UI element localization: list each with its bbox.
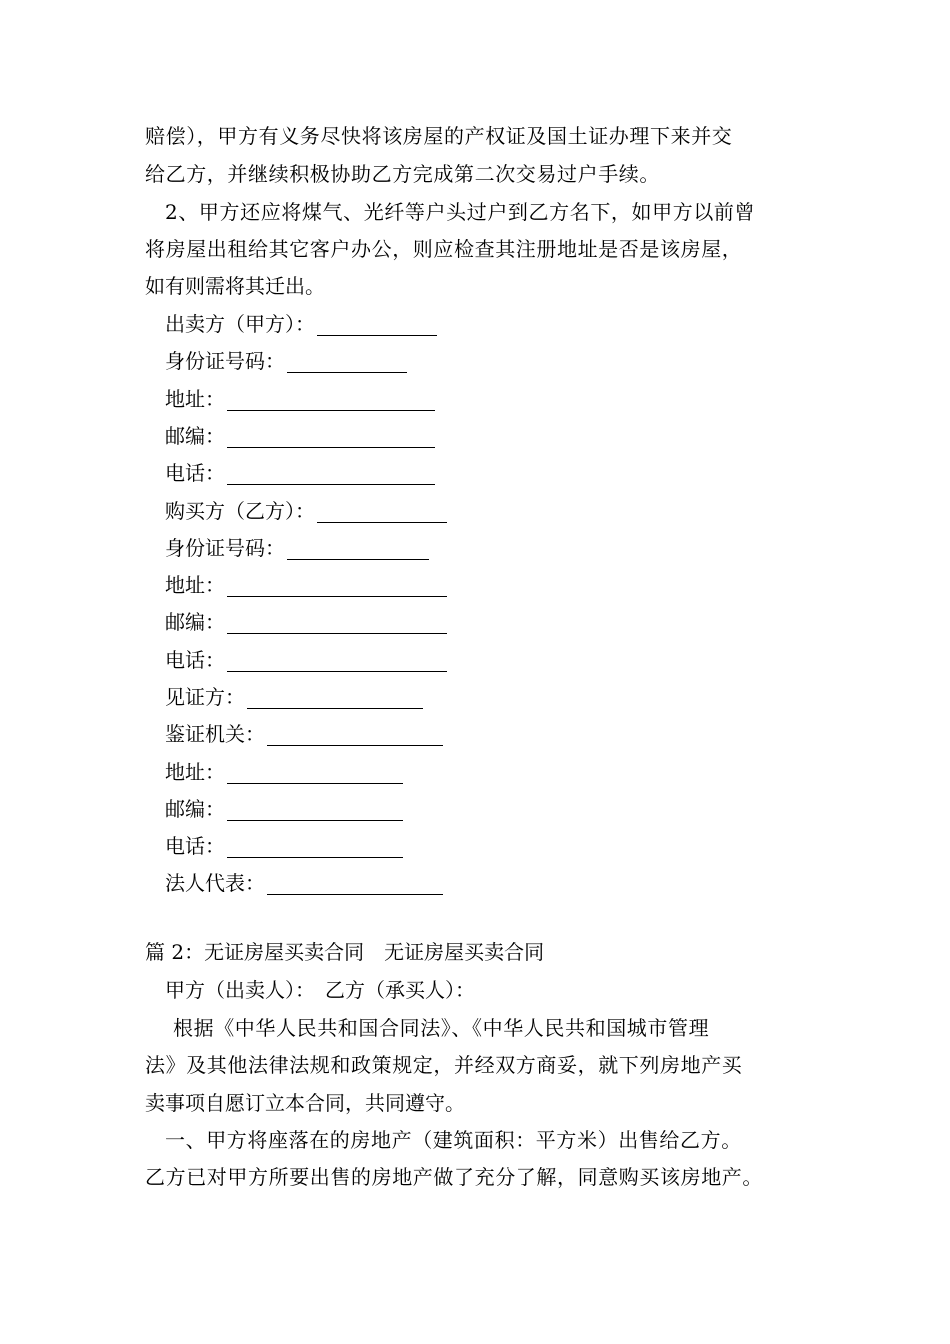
parties-line: 甲方（出卖人）： 乙方（承买人）：	[165, 978, 475, 1002]
field-label: 邮编：	[165, 797, 225, 821]
paragraph-line: 如有则需将其迁出。	[145, 274, 325, 298]
blank-line	[227, 837, 403, 858]
authority-address-field	[165, 760, 845, 784]
authority-phone-field	[165, 834, 845, 858]
blank-line	[287, 352, 407, 373]
field-label: 电话：	[165, 648, 225, 672]
paragraph-line: 卖事项自愿订立本合同，共同遵守。	[145, 1091, 465, 1115]
seller-phone-field	[165, 461, 845, 485]
field-label: 邮编：	[165, 610, 225, 634]
buyer-phone-field	[165, 648, 845, 672]
field-label: 身份证号码：	[165, 349, 285, 373]
paragraph-line: 赔偿），甲方有义务尽快将该房屋的产权证及国土证办理下来并交	[145, 124, 733, 148]
field-label: 地址：	[165, 573, 225, 597]
field-label: 法人代表：	[165, 871, 265, 895]
seller-party-field	[165, 312, 845, 336]
paragraph-line: 将房屋出租给其它客户办公，则应检查其注册地址是否是该房屋，	[145, 237, 743, 261]
field-label: 身份证号码：	[165, 536, 285, 560]
seller-id-field	[165, 349, 845, 373]
blank-line	[227, 427, 435, 448]
buyer-postcode-field	[165, 610, 845, 634]
field-label: 地址：	[165, 760, 225, 784]
blank-line	[247, 688, 423, 709]
paragraph-line: 一、甲方将座落在的房地产（建筑面积：平方米）出售给乙方。	[165, 1128, 742, 1152]
buyer-address-field	[165, 573, 845, 597]
blank-line	[267, 725, 443, 746]
blank-line	[227, 763, 403, 784]
authority-field	[165, 722, 845, 746]
blank-line	[317, 315, 437, 336]
buyer-id-field	[165, 536, 845, 560]
field-label: 见证方：	[165, 685, 245, 709]
buyer-party-field	[165, 499, 845, 523]
paragraph-line: 法》及其他法律法规和政策规定，并经双方商妥，就下列房地产买	[145, 1053, 743, 1077]
field-label: 邮编：	[165, 424, 225, 448]
blank-line	[227, 800, 403, 821]
article-heading: 篇 2：无证房屋买卖合同 无证房屋买卖合同	[145, 940, 545, 964]
blank-line	[287, 539, 429, 560]
paragraph-line: 2、甲方还应将煤气、光纤等户头过户到乙方名下，如甲方以前曾	[165, 200, 756, 224]
field-label: 出卖方（甲方）：	[165, 312, 315, 336]
field-label: 地址：	[165, 387, 225, 411]
field-label: 鉴证机关：	[165, 722, 265, 746]
authority-legal-rep-field	[165, 871, 845, 895]
field-label: 购买方（乙方）：	[165, 499, 315, 523]
seller-address-field	[165, 387, 845, 411]
authority-postcode-field	[165, 797, 845, 821]
blank-line	[317, 502, 447, 523]
paragraph-line: 乙方已对甲方所要出售的房地产做了充分了解，同意购买该房地产。	[145, 1165, 763, 1189]
paragraph-line: 给乙方，并继续积极协助乙方完成第二次交易过户手续。	[145, 162, 660, 186]
blank-line	[227, 651, 447, 672]
witness-field	[165, 685, 845, 709]
blank-line	[227, 613, 447, 634]
field-label: 电话：	[165, 461, 225, 485]
blank-line	[227, 464, 435, 485]
seller-postcode-field	[165, 424, 845, 448]
blank-line	[227, 390, 435, 411]
blank-line	[267, 874, 443, 895]
paragraph-line: 根据《中华人民共和国合同法》、《中华人民共和国城市管理	[173, 1016, 710, 1040]
blank-line	[227, 576, 447, 597]
field-label: 电话：	[165, 834, 225, 858]
